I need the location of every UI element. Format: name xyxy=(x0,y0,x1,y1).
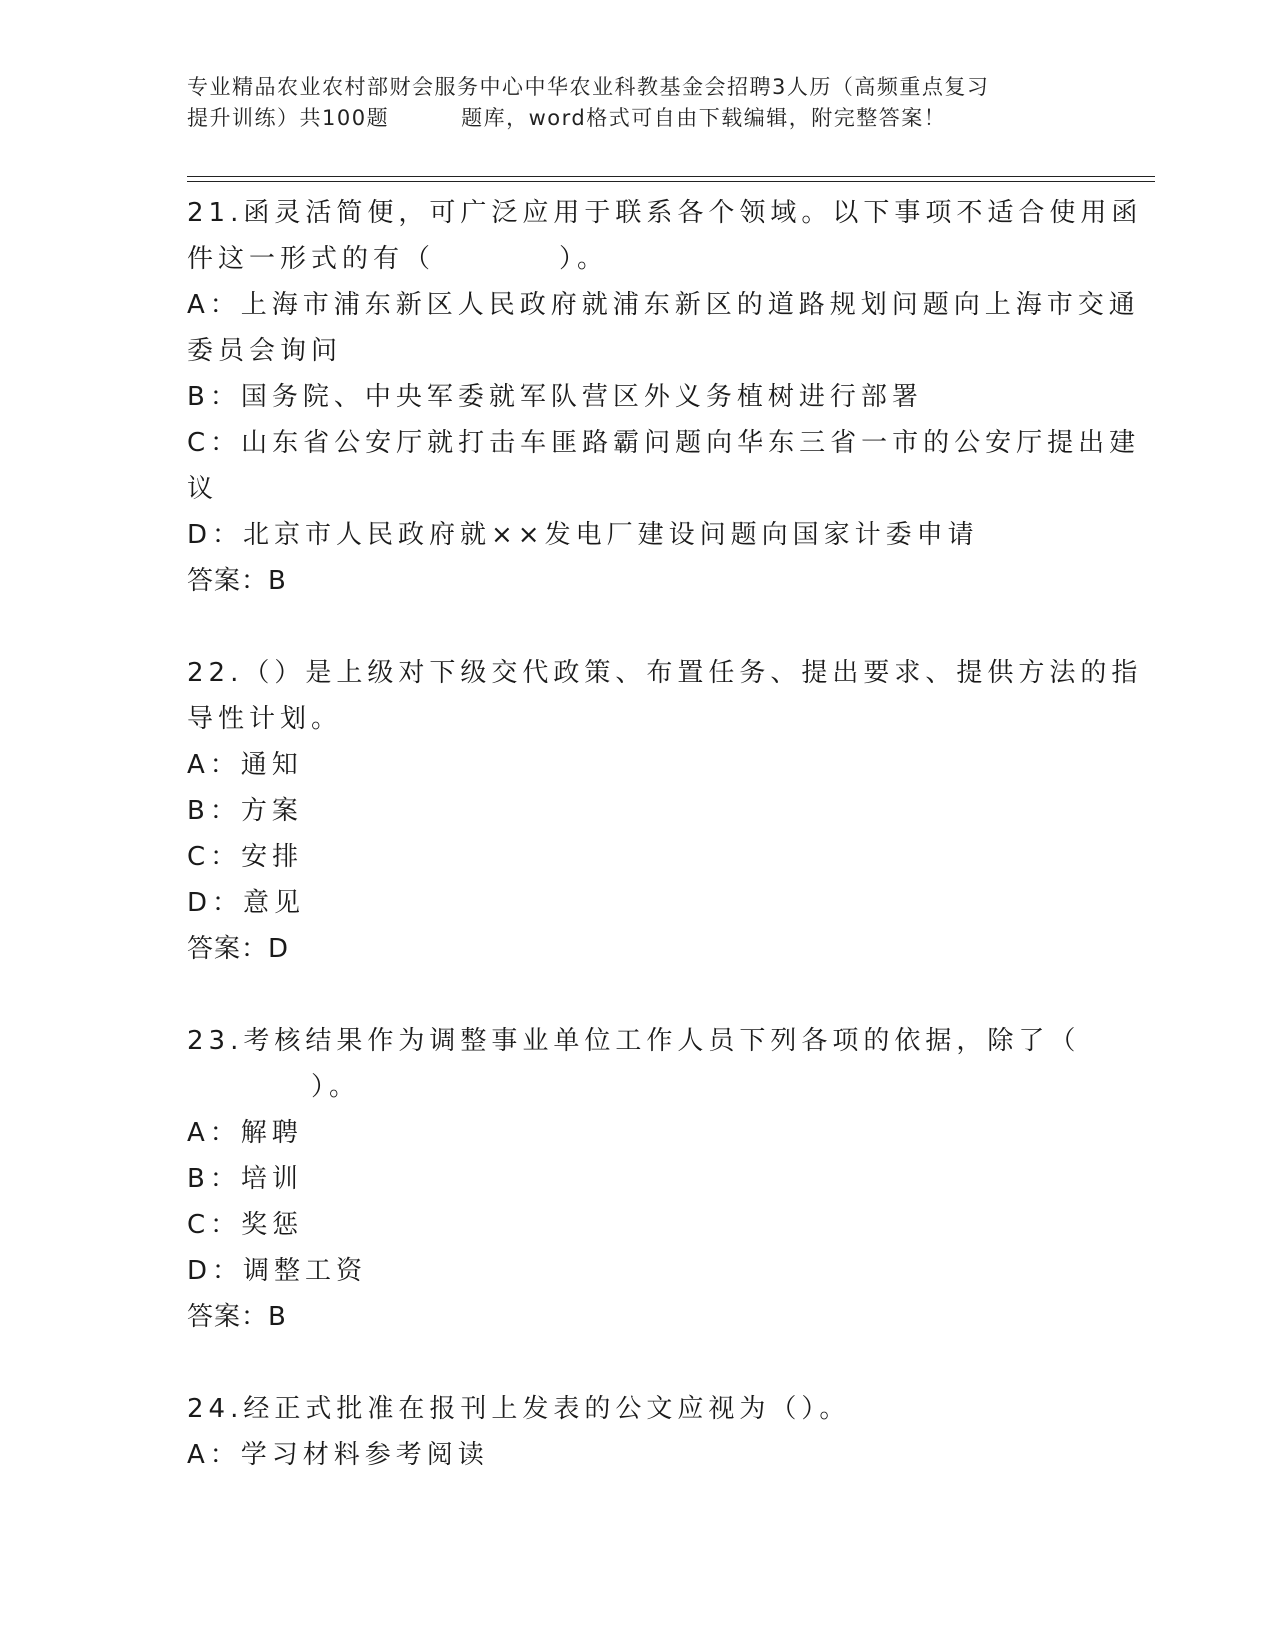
option-b: B：国务院、中央军委就军队营区外义务植树进行部署 xyxy=(187,382,923,412)
option-d: D：调整工资 xyxy=(187,1256,368,1286)
question-text-line: 22.（）是上级对下级交代政策、布置任务、提出要求、提供方法的指 xyxy=(187,658,1143,688)
option-d: D：意见 xyxy=(187,888,306,918)
question-text-line: 件这一形式的有（ ）。 xyxy=(187,244,609,274)
header-line-2-part-a: 提升训练）共100题 xyxy=(187,106,390,130)
header-divider-bottom xyxy=(187,181,1155,182)
question-text-line: 导性计划。 xyxy=(187,704,343,734)
option-c: C：奖惩 xyxy=(187,1210,304,1240)
option-c: C：山东省公安厅就打击车匪路霸问题向华东三省一市的公安厅提出建 xyxy=(187,428,1141,458)
option-a: A：学习材料参考阅读 xyxy=(187,1440,489,1470)
question-text-line: ）。 xyxy=(187,1072,361,1102)
question-21 xyxy=(187,190,1143,604)
question-text-line: 21.函灵活简便，可广泛应用于联系各个领域。以下事项不适合使用函 xyxy=(187,198,1143,228)
answer-label: 答案：B xyxy=(187,566,287,596)
option-a: A：通知 xyxy=(187,750,303,780)
option-a-continued: 委员会询问 xyxy=(187,336,343,366)
option-d: D：北京市人民政府就××发电厂建设问题向国家计委申请 xyxy=(187,520,979,550)
header-line-2-part-b: 题库，word格式可自由下载编辑，附完整答案！ xyxy=(461,106,947,130)
question-23 xyxy=(187,1018,1087,1340)
question-24 xyxy=(187,1386,1087,1478)
option-b: B：方案 xyxy=(187,796,303,826)
question-list xyxy=(187,190,1143,1524)
question-22 xyxy=(187,650,1143,972)
answer-label: 答案：D xyxy=(187,934,290,964)
header-line-2 xyxy=(187,103,1087,134)
option-a: A：解聘 xyxy=(187,1118,303,1148)
document-header xyxy=(187,72,1087,134)
answer-label: 答案：B xyxy=(187,1302,287,1332)
option-c: C：安排 xyxy=(187,842,304,872)
option-b: B：培训 xyxy=(187,1164,303,1194)
question-text-line: 23.考核结果作为调整事业单位工作人员下列各项的依据，除了（ xyxy=(187,1026,1081,1056)
header-divider-top xyxy=(187,176,1155,177)
question-text-line: 24.经正式批准在报刊上发表的公文应视为（）。 xyxy=(187,1394,851,1424)
option-c-continued: 议 xyxy=(187,474,219,504)
option-a: A：上海市浦东新区人民政府就浦东新区的道路规划问题向上海市交通 xyxy=(187,290,1140,320)
header-line-1: 专业精品农业农村部财会服务中心中华农业科教基金会招聘3人历（高频重点复习 xyxy=(187,75,990,99)
